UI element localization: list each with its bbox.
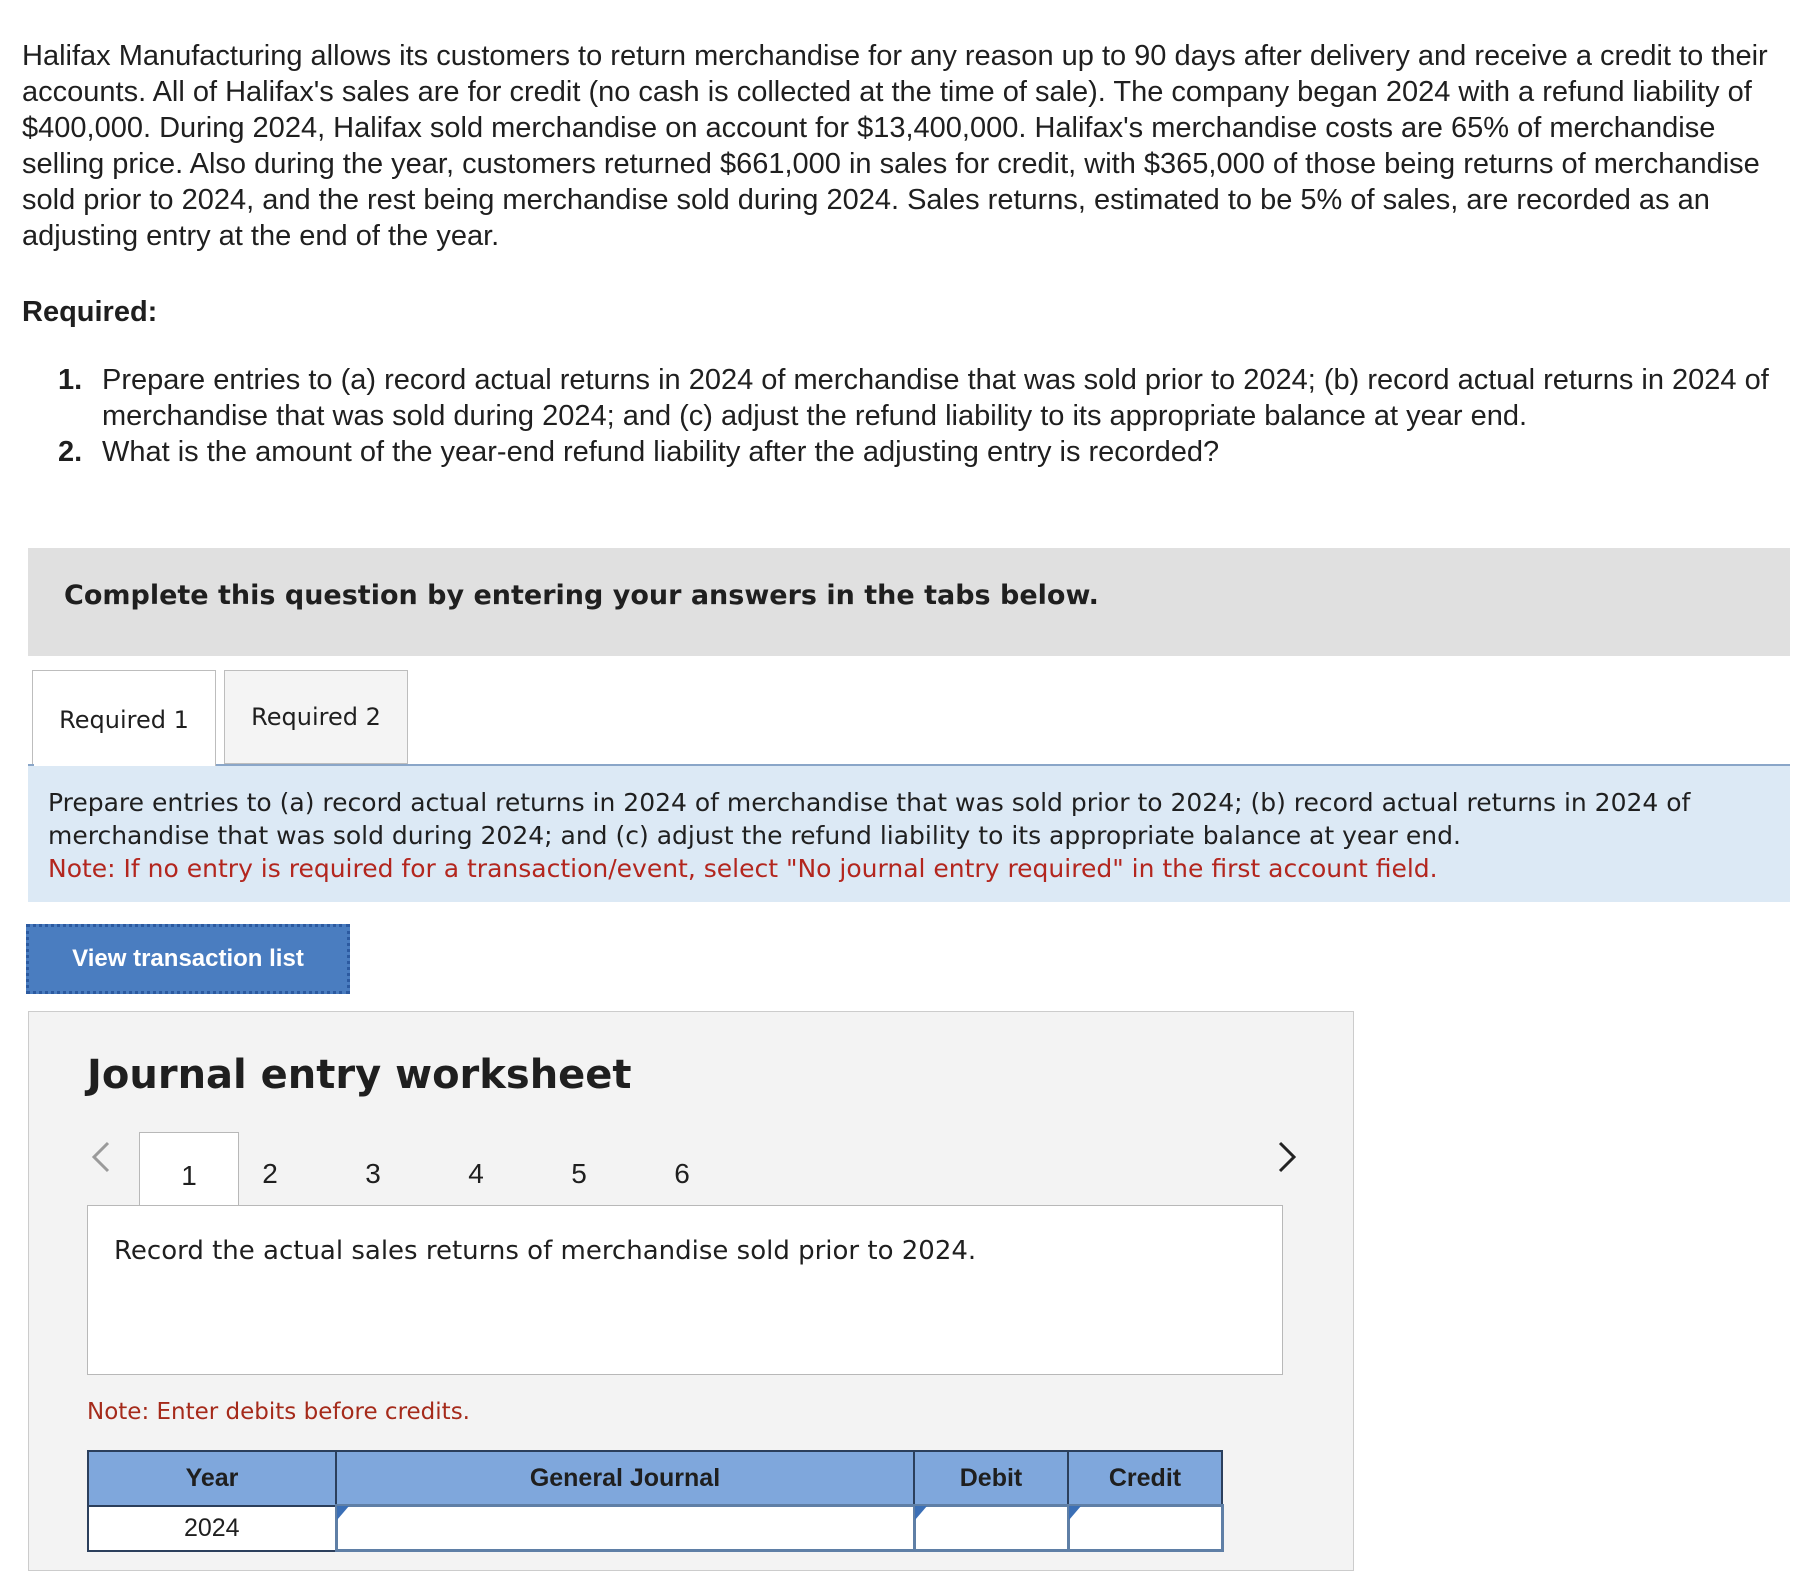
requirement-number: 2. xyxy=(58,436,83,468)
worksheet-page-tab[interactable]: 4 xyxy=(468,1158,484,1189)
worksheet-page-tab[interactable]: 5 xyxy=(571,1158,587,1189)
worksheet-page-tab[interactable]: 2 xyxy=(262,1158,278,1189)
requirement-item xyxy=(58,434,1778,470)
worksheet-title: Journal entry worksheet xyxy=(87,1052,632,1098)
worksheet-page-tab[interactable]: 6 xyxy=(674,1158,690,1189)
worksheet-page-tab[interactable]: 1 xyxy=(139,1132,239,1218)
requirement-number: 1. xyxy=(58,364,83,396)
complete-banner xyxy=(28,548,1790,656)
column-header-credit: Credit xyxy=(1068,1451,1222,1506)
worksheet-page-tab[interactable]: 3 xyxy=(365,1158,381,1189)
previous-page-arrow[interactable] xyxy=(81,1137,121,1177)
column-header-year: Year xyxy=(88,1451,336,1506)
view-transaction-list-button[interactable]: View transaction list xyxy=(26,924,350,994)
required-heading: Required: xyxy=(22,296,158,328)
credit-input[interactable] xyxy=(1068,1506,1222,1551)
journal-table xyxy=(87,1450,1224,1552)
journal-entry-worksheet xyxy=(28,1011,1354,1571)
column-header-debit: Debit xyxy=(914,1451,1068,1506)
chevron-right-icon xyxy=(1276,1140,1298,1174)
tab-required-2[interactable]: Required 2 xyxy=(224,670,408,764)
instructions-text: Prepare entries to (a) record actual returns in 2024 of merchandise that was sold prior to 2024; (b) record actual returns in 2024 of merchandise that was sold during 2024; and (c) adjust the refund liability to its appropriate balance at year end. xyxy=(48,788,1691,850)
dropdown-marker-icon xyxy=(337,1506,349,1520)
input-marker-icon xyxy=(915,1506,927,1520)
chevron-left-icon xyxy=(90,1140,112,1174)
entry-description-box xyxy=(87,1205,1283,1375)
table-row xyxy=(88,1506,1222,1551)
requirement-item xyxy=(58,362,1778,434)
next-page-arrow[interactable] xyxy=(1267,1137,1307,1177)
debit-input[interactable] xyxy=(914,1506,1068,1551)
instructions-panel xyxy=(28,766,1790,902)
column-header-general-journal: General Journal xyxy=(336,1451,914,1506)
instructions-text-block xyxy=(48,786,1778,885)
requirement-text: What is the amount of the year-end refund liability after the adjusting entry is recorded? xyxy=(102,436,1220,468)
requirements-list xyxy=(58,362,1778,470)
complete-banner-text: Complete this question by entering your answers in the tabs below. xyxy=(64,580,1099,611)
problem-intro: Halifax Manufacturing allows its customers to return merchandise for any reason up to 90 days after delivery and receive a credit to their accounts. All of Halifax's sales are for credit (no cash is collected at the time of sale). The company began 2024 with a refund liability of $400,000. During 2024, Halifax sold merchandise on account for $13,400,000. Halifax's merchandise costs are 65% of merchandise selling price. Also during the year, customers returned $661,000 in sales for credit, with $365,000 of those being returns of merchandise sold prior to 2024, and the rest being merchandise sold during 2024. Sales returns, estimated to be 5% of sales, are recorded as an adjusting entry at the end of the year. xyxy=(22,40,1768,252)
year-cell: 2024 xyxy=(88,1506,336,1551)
instructions-note: Note: If no entry is required for a transaction/event, select "No journal entry required" in the first account field. xyxy=(48,854,1438,883)
input-marker-icon xyxy=(1069,1506,1081,1520)
entry-description: Record the actual sales returns of merchandise sold prior to 2024. xyxy=(114,1236,977,1266)
debits-credits-note: Note: Enter debits before credits. xyxy=(87,1399,470,1425)
requirement-text: Prepare entries to (a) record actual returns in 2024 of merchandise that was sold prior to 2024; (b) record actual returns in 2024 of merchandise that was sold during 2024; and (c) adjust the refund liability to its appropriate balance at year end. xyxy=(102,364,1769,432)
account-input[interactable] xyxy=(336,1506,914,1551)
tab-required-1[interactable]: Required 1 xyxy=(32,670,216,768)
